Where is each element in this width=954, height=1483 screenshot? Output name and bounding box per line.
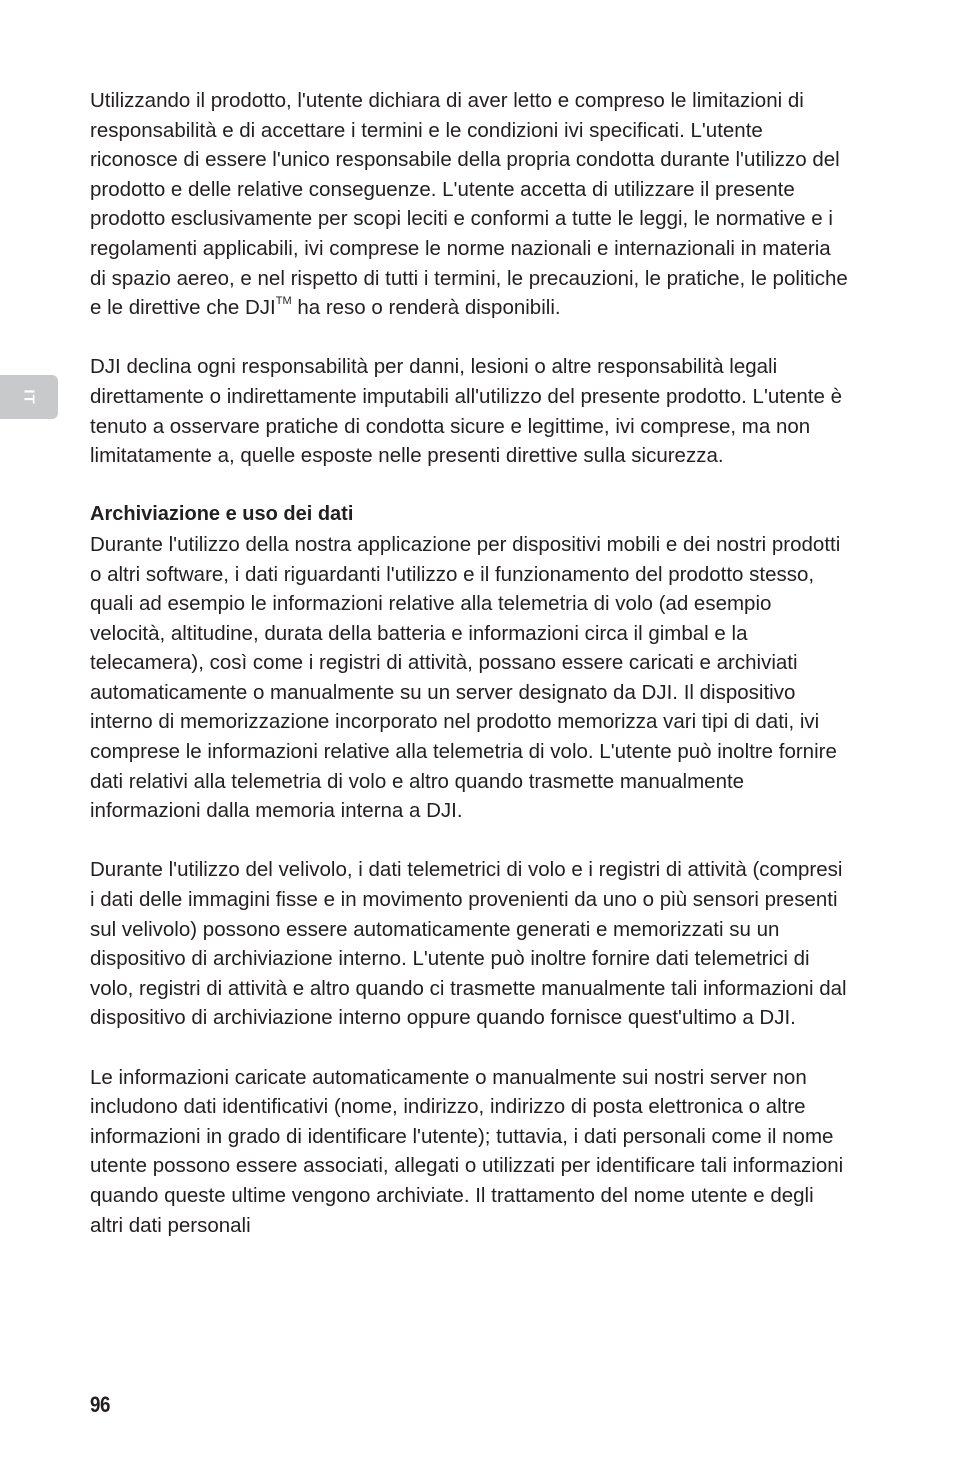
data-storage-paragraph-3: Le informazioni caricate automaticamente o manualmente sui nostri server non includono dati identificativi (nome, indirizzo, indirizzo di posta elettronica o altre informazioni in grado di identificare l'utente); tuttavia, i dati personali come il nome utente possono essere associati, allegati o utilizzati per identificare tali informazioni quando queste ultime vengono archiviate. Il trattamento del nome utente e degli altri dati personali <box>90 1065 844 1237</box>
language-tab-label: IT <box>20 389 38 405</box>
disclaimer-text-end: ha reso o renderà disponibili. <box>291 296 561 320</box>
page-content <box>90 86 852 1240</box>
trademark-symbol: TM <box>275 295 292 308</box>
disclaimer-paragraph-2: DJI declina ogni responsabilità per danni, lesioni o altre responsabilità legali direttamente o indirettamente imputabili all'utilizzo del presente prodotto. L'utente è tenuto a osservare pratiche di condotta sicure e legittime, ivi comprese, ma non limitatamente a, quelle esposte nelle presenti direttive sulla sicurezza. <box>90 355 842 468</box>
data-storage-paragraph-2: Durante l'utilizzo del velivolo, i dati telemetrici di volo e i registri di attività (compresi i dati delle immagini fisse e in movimento provenienti da uno o più sensori presenti sul velivolo) possono essere automaticamente generati e memorizzati su un dispositivo di archiviazione interno. L'utente può inoltre fornire dati telemetrici di volo, registri di attività e altro quando ci trasmette manualmente tali informazioni dal dispositivo di archiviazione interno oppure quando fornisce quest'ultimo a DJI. <box>90 858 847 1030</box>
data-storage-paragraph-1: Durante l'utilizzo della nostra applicazione per dispositivi mobili e dei nostri prodotti o altri software, i dati riguardanti l'utilizzo e il funzionamento del prodotto stesso, quali ad esempio le informazioni relative alla telemetria di volo (ad esempio velocità, altitudine, durata della batteria e informazioni circa il gimbal e la telecamera), così come i registri di attività, possano essere caricati e archiviati automaticamente o manualmente su un server designato da DJI. Il dispositivo interno di memorizzazione incorporato nel prodotto memorizza vari tipi di dati, ivi comprese le informazioni relative alla telemetria di volo. L'utente può inoltre fornire dati relativi alla telemetria di volo e altro quando trasmette manualmente informazioni dalla memoria interna a DJI. <box>90 532 841 823</box>
disclaimer-text: Utilizzando il prodotto, l'utente dichiara di aver letto e compreso le limitazioni di responsabilità e di accettare i termini e le condizioni ivi specificati. L'utente riconosce di essere l'unico responsabile della propria condotta durante l'utilizzo del prodotto e delle relative conseguenze. L'utente accetta di utilizzare il presente prodotto esclusivamente per scopi leciti e conformi a tutte le leggi, le normative e i regolamenti applicabili, ivi comprese le norme nazionali e internazionali in materia di spazio aereo, e nel rispetto di tutti i termini, le precauzioni, le pratiche, le politiche e le direttive che DJI <box>90 89 848 320</box>
page-number: 96 <box>90 1392 110 1417</box>
language-tab <box>0 375 58 419</box>
disclaimer-paragraph-1 <box>90 86 852 323</box>
section-heading: Archiviazione e uso dei dati <box>90 503 354 526</box>
